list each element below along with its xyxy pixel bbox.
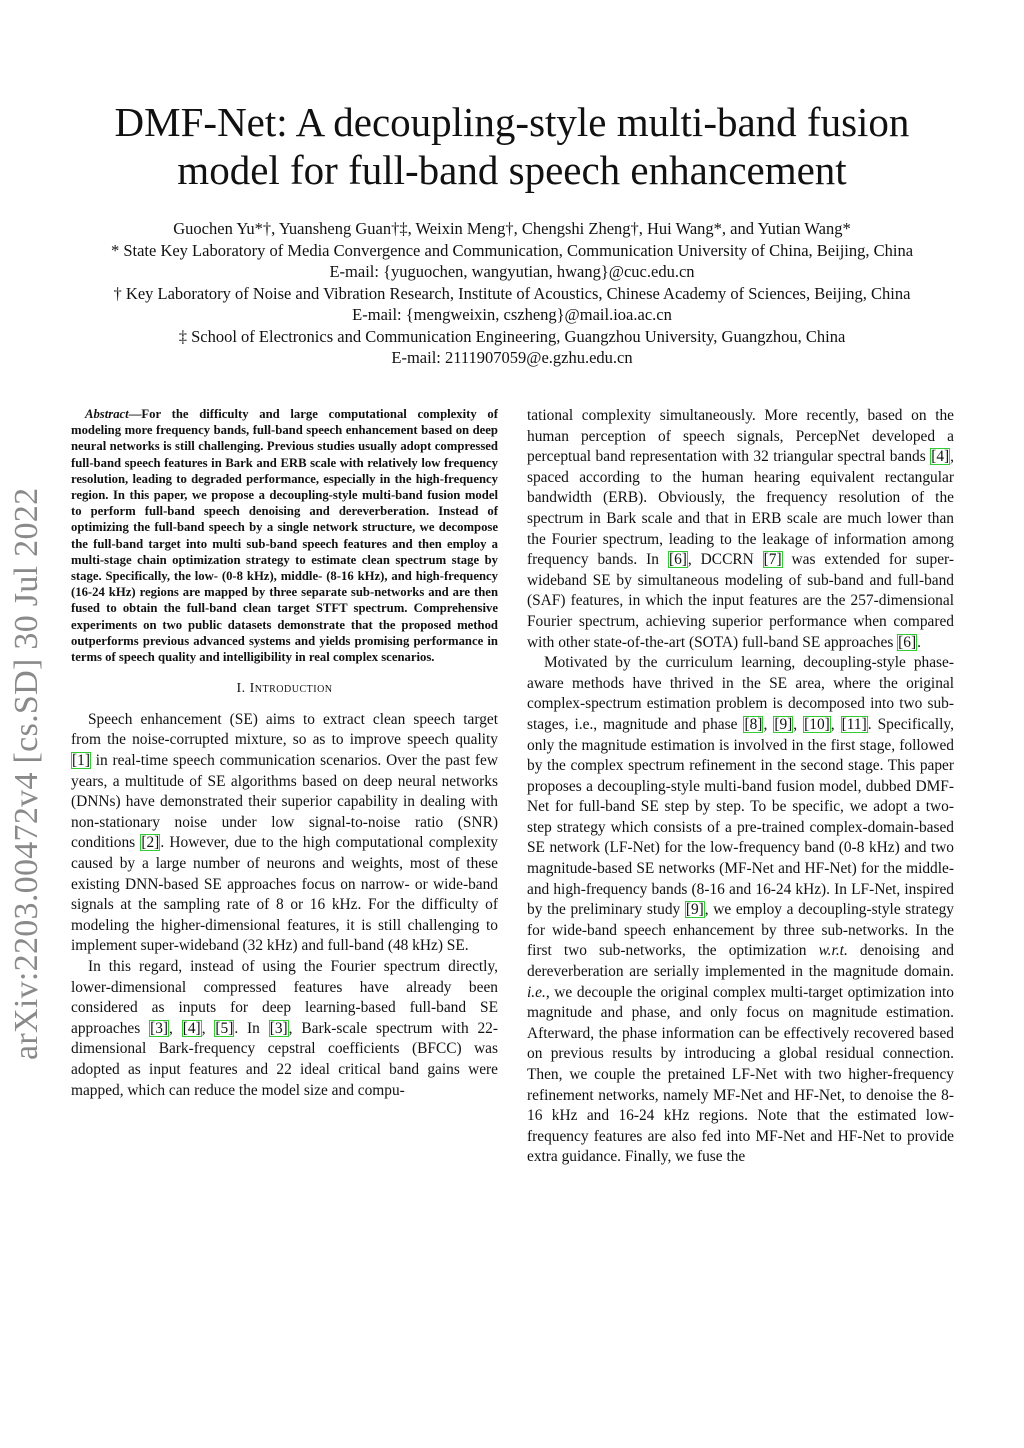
- citation-link[interactable]: [3]: [150, 1019, 169, 1037]
- citation-link[interactable]: [4]: [931, 448, 950, 466]
- abstract-label: Abstract: [85, 407, 129, 421]
- citation-link[interactable]: [2]: [141, 834, 160, 852]
- section-number: I.: [236, 681, 246, 697]
- abstract-text: —For the difficulty and large computational complexity of modeling more frequency bands, full-band speech enhancement based on deep neural networks is still challenging. Previous studies usually adopt compressed full-band speech features in Bark and ERB scale with relatively low frequency resolution, leading to degraded performance, especially in the high-frequency region. In this paper, we propose a decoupling-style multi-band fusion model to perform full-band speech denoising and dereverberation. Instead of optimizing the full-band speech by a single network structure, we decompose the full-band target into multi sub-band speech features and then employ a multi-stage chain optimization strategy to estimate clean spectrum stage by stage. Specifically, the low- (0-8 kHz), middle- (8-16 kHz), and high-frequency (16-24 kHz) regions are mapped by three separate sub-networks and are then fused to obtain the full-band clean target STFT spectrum. Comprehensive experiments on two public datasets demonstrate that the proposed method outperforms previous advanced systems and yields promising performance in terms of speech quality and intelligibility in real complex scenarios.: [71, 407, 498, 665]
- citation-link[interactable]: [5]: [215, 1019, 234, 1037]
- email-2: E-mail: {mengweixin, cszheng}@mail.ioa.ac.cn: [352, 305, 672, 324]
- arxiv-side-stamp: arXiv:2203.00472v4 [cs.SD] 30 Jul 2022: [8, 487, 45, 1060]
- title-line-2: model for full-band speech enhancement: [177, 147, 847, 193]
- title-line-1: DMF-Net: A decoupling-style multi-band fusion: [114, 99, 910, 145]
- citation-link[interactable]: [9]: [774, 715, 793, 733]
- citation-link[interactable]: [6]: [898, 633, 917, 651]
- left-column: [71, 406, 498, 1101]
- right-column: [527, 406, 954, 1168]
- affiliation-2: † Key Laboratory of Noise and Vibration Research, Institute of Acoustics, Chinese Academy of Sciences, Beijing, China: [113, 283, 911, 303]
- intro-paragraph-1: Speech enhancement (SE) aims to extract clean speech target from the noise-corrupted mixture, so as to improve speech quality [1] in real-time speech communication scenarios. Over the past few years, a multitude of SE algorithms based on deep neural networks (DNNs) have demonstrated their superior capability in dealing with non-stationary noise under low signal-to-noise ratio (SNR) conditions [2]. However, due to the high computational complexity caused by a large number of neurons and weights, most of these existing DNN-based SE approaches focus on narrow- or wide-band signals at the sampling rate of 8 or 16 kHz. For the difficulty of modeling the higher-dimensional features, it is still challenging to implement super-wideband (32 kHz) and full-band (48 kHz) SE.: [71, 710, 498, 955]
- email-1: E-mail: {yuguochen, wangyutian, hwang}@cuc.edu.cn: [329, 262, 695, 281]
- citation-link[interactable]: [9]: [685, 901, 704, 919]
- citation-link[interactable]: [6]: [668, 551, 687, 569]
- citation-link[interactable]: [11]: [841, 715, 867, 733]
- intro-paragraph-4: Motivated by the curriculum learning, decoupling-style phase-aware methods have thrived in the SE area, where the original complex-spectrum estimation problem is decomposed into two sub-stages, i.e., magnitude and phase [8], [9], [10], [11]. Specifically, only the magnitude estimation is involved in the first stage, followed by the complex spectrum refinement in the second stage. This paper proposes a decoupling-style multi-band fusion model, dubbed DMF-Net for full-band SE step by step. To be specific, we adopt a two-step strategy which consists of a pre-trained complex-domain-based SE network (LF-Net) for the low-frequency band (0-8 kHz) and two magnitude-based SE networks (MF-Net and HF-Net) for the middle- and high-frequency bands (8-16 and 16-24 kHz). In LF-Net, inspired by the preliminary study [9], we employ a decoupling-style strategy for wide-band speech enhancement by three sub-networks. In the first two sub-networks, the optimization w.r.t. denoising and dereverberation are serially implemented in the magnitude domain. i.e., we decouple the original complex multi-target optimization into magnitude and phase, and only focus on magnitude estimation. Afterward, the phase information can be effectively recovered based on previous results by introducing a global residual connection. Then, we couple the pretained LF-Net with two higher-frequency refinement networks, namely MF-Net and HF-Net, to denoise the 8-16 kHz and 16-24 kHz regions. Note that the estimated low-frequency features are also fed into MF-Net and HF-Net to provide extra guidance. Finally, we fuse the: [527, 654, 955, 1166]
- citation-link[interactable]: [3]: [269, 1019, 288, 1037]
- citation-link[interactable]: [8]: [744, 715, 763, 733]
- intro-paragraph-3: tational complexity simultaneously. More recently, based on the human perception of speech signals, PercepNet developed a perceptual band representation with 32 triangular spectral bands [4], spaced according to the human hearing equivalent rectangular bandwidth (ERB). Obviously, the frequency resolution of the spectrum in Bark scale and that in ERB scale are much lower than the Fourier spectrum, leading to the leakage of information among frequency bands. In [6], DCCRN [7] was extended for super-wideband SE by simultaneous modeling of sub-band and full-band (SAF) features, in which the input features are the 257-dimensional Fourier spectrum, achieving superior performance when compared with other state-of-the-art (SOTA) full-band SE approaches [6].: [527, 407, 954, 651]
- abstract: [71, 406, 498, 665]
- author-names: Guochen Yu*†, Yuansheng Guan†‡, Weixin Meng†, Chengshi Zheng†, Hui Wang*, and Yutian Wang*: [173, 219, 851, 238]
- intro-paragraph-2: In this regard, instead of using the Fourier spectrum directly, lower-dimensional compressed features have already been considered as inputs for deep learning-based full-band SE approaches [3], [4], [5]. In [3], Bark-scale spectrum with 22-dimensional Bark-frequency cepstral coefficients (BFCC) was adopted as input features and 22 ideal critical band gains were mapped, which can reduce the model size and compu-: [71, 957, 498, 1099]
- citation-link[interactable]: [4]: [182, 1019, 201, 1037]
- citation-link[interactable]: [7]: [763, 551, 782, 569]
- citation-link[interactable]: [10]: [804, 715, 830, 733]
- section-title: Introduction: [249, 681, 333, 697]
- email-3: E-mail: 2111907059@e.gzhu.edu.cn: [391, 348, 633, 367]
- paper-title: [80, 98, 944, 194]
- author-block: [60, 218, 964, 369]
- affiliation-3: ‡ School of Electronics and Communication Engineering, Guangzhou University, Guangzhou, China: [178, 326, 846, 346]
- affiliation-1: * State Key Laboratory of Media Convergence and Communication, Communication University of China, Beijing, China: [110, 240, 914, 260]
- citation-link[interactable]: [1]: [72, 752, 90, 770]
- section-heading-introduction: [71, 679, 498, 700]
